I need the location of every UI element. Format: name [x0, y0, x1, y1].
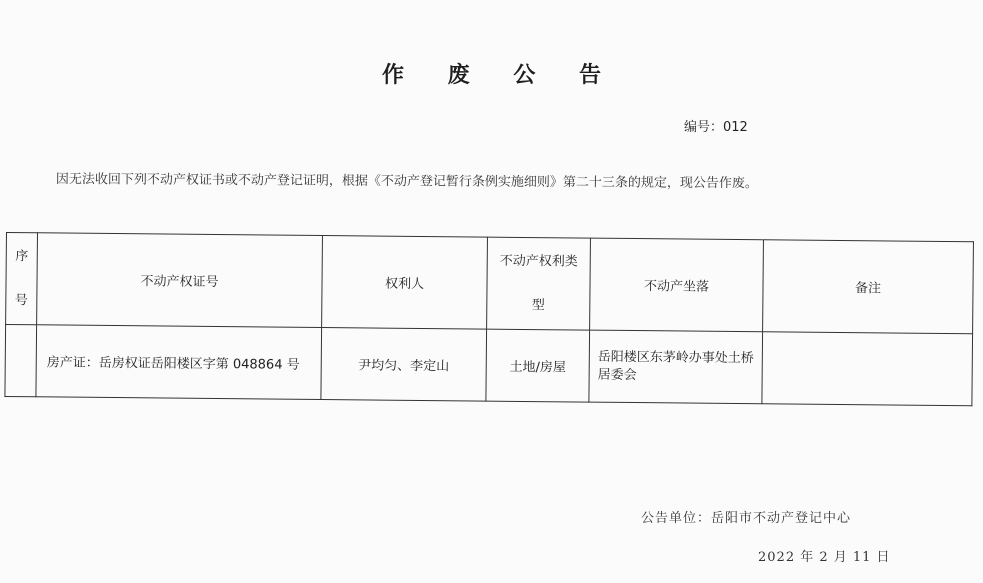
table-row — [5, 325, 973, 406]
void-certificate-table — [4, 232, 974, 406]
header-right-type-line1: 不动产权利类 — [499, 253, 578, 269]
header-location: 不动产坐落 — [590, 238, 764, 332]
cell-remark — [762, 332, 973, 406]
header-right-type — [487, 237, 591, 330]
publish-date: 2022 年 2 月 11 日 — [758, 550, 891, 565]
header-seq-line1: 序 — [15, 248, 29, 264]
header-seq — [6, 233, 38, 325]
table-header-row — [6, 233, 974, 334]
header-remark: 备注 — [763, 240, 974, 334]
notice-title: 作 废 公 告 — [382, 63, 619, 88]
cell-right-type: 土地/房屋 — [486, 329, 590, 402]
notice-intro: 因无法收回下列不动产权证书或不动产登记证明，根据《不动产登记暂行条例实施细则》第二十三条的规定，现公告作废。 — [55, 171, 758, 192]
publisher: 公告单位：岳阳市不动产登记中心 — [641, 511, 852, 526]
cell-seq — [5, 325, 37, 397]
cell-location — [589, 330, 763, 404]
cell-cert-no: 房产证：岳房权证岳阳楼区字第 048864 号 — [36, 325, 322, 400]
header-owner: 权利人 — [322, 236, 488, 330]
void-certificate-table-wrapper — [4, 232, 974, 406]
cell-owner: 尹均匀、李定山 — [321, 328, 487, 402]
header-right-type-line2: 型 — [531, 297, 545, 313]
document-number: 编号：012 — [684, 120, 748, 135]
cell-location-line2: 居委会 — [597, 367, 637, 383]
header-cert-no: 不动产权证号 — [37, 233, 323, 328]
cell-location-line1: 岳阳楼区东茅岭办事处土桥 — [597, 349, 754, 366]
header-seq-line2: 号 — [14, 292, 28, 308]
